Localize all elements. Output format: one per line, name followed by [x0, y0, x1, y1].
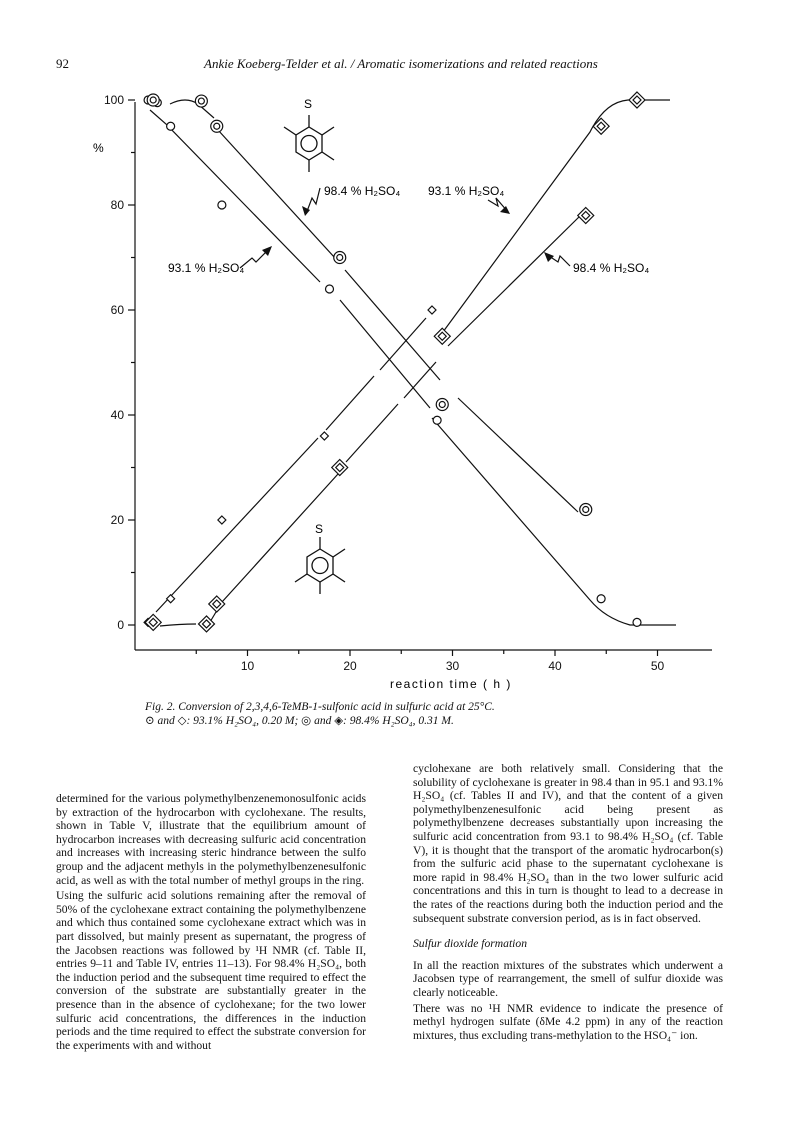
y-tick-label: 0: [117, 618, 124, 632]
x-tick-label: 30: [445, 659, 460, 673]
right-column: [413, 762, 723, 1042]
running-title: Ankie Koeberg-Telder et al. / Aromatic isomerizations and related reactions: [204, 56, 598, 71]
marker-diamond: [218, 516, 226, 524]
structure-bottom-label: S: [315, 522, 324, 536]
left-paragraph-2: Using the sulfuric acid solutions remaining after the removal of 50% of the cyclohexane extract containing the polymethylbenzene and which thus contained some cyclohexane extract which was in part dissolved, but mainly present as supernatant, the progress of the Jacobsen reactions was followed by ¹H NMR (cf. Table II, entries 9–11 and Table IV, entries 11–13). For 98.4% H₂SO₄, both the induction period and the subsequent time required to effect the conversion of the substrate are substantially greater in the presence than in the absence of cyclohexane; for the two lower sulfuric acid concentrations, the differences in the induction periods and the time required to effect the substrate conversion for the experiments with and without: [56, 889, 366, 1052]
fit-line-ddiamond-a: [160, 624, 196, 626]
marker-circle: [218, 201, 226, 209]
fit-line-ddiamond-d: [404, 362, 436, 398]
y-tick-label: 100: [103, 93, 124, 107]
structure-top-label: S: [304, 97, 313, 111]
page-number: 92: [56, 56, 69, 71]
structure-top: [284, 115, 334, 172]
fit-line-dcircle-b: [218, 130, 335, 258]
fit-lines: [150, 100, 676, 626]
left-paragraph-1: determined for the various polymethylbenzenemonosulfonic acids by extraction of the hydrocarbon with cyclohexane. The results, shown in Table V, illustrate that the equilibrium amount of hydrocarbon increases with decreasing sulfuric acid concentration and increases with increasing steric hindrance between the sulfo group and the adjacent methyls in the polymethylbenzenesulfonic acid, as well as with the total number of methyl groups in the ring.: [56, 792, 366, 887]
marker-diamond: [320, 432, 328, 440]
annotation-93-top: 93.1 % H₂SO₄: [428, 184, 505, 198]
y-tick-label: 60: [110, 303, 124, 317]
annotation-arrows: [240, 188, 570, 268]
arrow-heads: [262, 206, 554, 262]
marker-circle: [433, 416, 441, 424]
x-axis-label: reaction time ( h ): [390, 677, 512, 691]
caption-line-1: Fig. 2. Conversion of 2,3,4,6-TeMB-1-sulfonic acid in sulfuric acid at 25°C.: [145, 701, 495, 713]
x-tick-label: 40: [548, 659, 562, 673]
right-paragraph-2: In all the reaction mixtures of the substrates which underwent a Jacobsen type of rearrangement, the smell of sulfur dioxide was clearly noticeable.: [413, 958, 723, 999]
marker-double-circle-inner: [337, 255, 343, 261]
marker-double-circle-inner: [214, 123, 220, 129]
y-unit: %: [93, 141, 104, 155]
right-paragraph-1: cyclohexane are both relatively small. Considering that the solubility of cyclohexane is greater in 98.4 than in 95.1 and 93.1% H₂SO₄ (cf. Tables II and IV), and that the content of a given polymethylbenzenesulfonic acid being present as polymethylbenzene decreases substantially upon increasing the sulfuric acid concentration from 93.1 to 98.4% H₂SO₄ (cf. Table V), it is thought that the transport of the aromatic hydrocarbon(s) from the sulfuric acid phase to the supernatant cyclohexane is more rapid in 98.4% H₂SO₄ than in the two lower sulfuric acid concentrations and this in turn is thought to lead to a decrease in the rates of the reactions during both the induction period and the subsequent substrate conversion period, as is in fact observed.: [413, 762, 723, 925]
page-header: [56, 56, 756, 76]
y-tick-label: 40: [110, 408, 124, 422]
annotation-98-top: 98.4 % H₂SO₄: [324, 184, 401, 198]
data-markers: [144, 92, 645, 632]
y-tick-label: 20: [110, 513, 124, 527]
structure-bottom: [295, 537, 345, 594]
figure-chart: [0, 85, 796, 700]
right-paragraph-3: There was no ¹H NMR evidence to indicate the presence of methyl hydrogen sulfate (δMe 4.2 ppm) in any of the reaction mixtures, thus excluding trans-methylation to the HSO₄⁻ ion.: [413, 1001, 723, 1042]
marker-diamond: [428, 306, 436, 314]
marker-diamond: [167, 595, 175, 603]
marker-double-circle-inner: [150, 97, 156, 103]
x-tick-label: 20: [343, 659, 357, 673]
marker-circle: [167, 122, 175, 130]
x-tick-label: 50: [650, 659, 665, 673]
fit-line-ddiamond-b: [210, 474, 338, 622]
marker-circle: [326, 285, 334, 293]
figure-caption: [145, 700, 705, 728]
section-heading: Sulfur dioxide formation: [413, 937, 528, 951]
y-tick-label: 80: [110, 198, 124, 212]
fit-line-dcircle-d: [458, 398, 578, 512]
fit-line-ddiamond-f: [440, 100, 670, 336]
annotation-98-right: 98.4 % H₂SO₄: [573, 261, 650, 275]
caption-line-2: ⊙ and ◇: 93.1% H₂SO₄, 0.20 M; ◎ and ◈: 98.4% H₂SO₄, 0.31 M.: [145, 715, 454, 727]
fit-line-circle-c: [432, 418, 676, 625]
marker-double-circle-inner: [439, 402, 445, 408]
fit-line-diamond-b: [326, 376, 374, 430]
fit-line-ddiamond-c: [346, 404, 398, 462]
fit-line-circle-a: [150, 110, 320, 282]
fit-line-diamond-c: [380, 318, 426, 370]
marker-double-circle-inner: [198, 98, 204, 104]
annotation-93-left: 93.1 % H₂SO₄: [168, 261, 245, 275]
marker-circle: [597, 595, 605, 603]
left-column: [56, 792, 366, 1052]
marker-double-circle-inner: [583, 507, 589, 513]
marker-circle: [633, 618, 641, 626]
x-tick-label: 10: [240, 659, 255, 673]
